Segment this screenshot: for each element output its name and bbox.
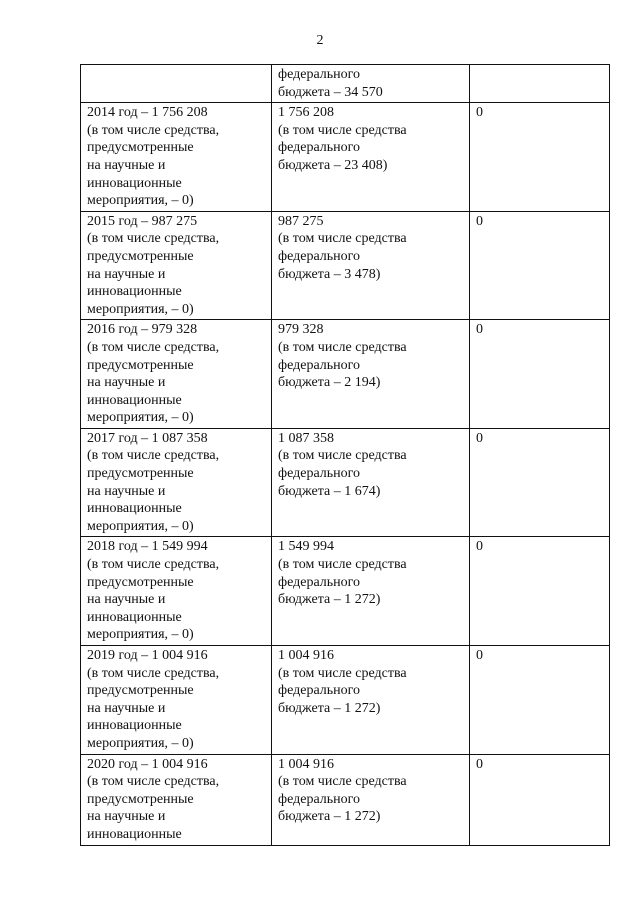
table-cell-year-total: 2017 год – 1 087 358 (в том числе средства, предусмотренные на научные и инновационные мероприятия, – 0) [81,428,272,537]
table-cell-regional-budget: 1 004 916 (в том числе средства федерального бюджета – 1 272) [272,646,470,755]
table-row-2019 [81,646,610,755]
table-row-2016 [81,320,610,429]
table-row-continuation [81,65,610,103]
table-cell-year-total: 2014 год – 1 756 208 (в том числе средства, предусмотренные на научные и инновационные мероприятия, – 0) [81,103,272,212]
table-row-2015 [81,211,610,320]
table-cell-regional-budget: 1 549 994 (в том числе средства федерального бюджета – 1 272) [272,537,470,646]
table-cell-other-sources: 0 [470,428,610,537]
table-cell-year-total: 2019 год – 1 004 916 (в том числе средства, предусмотренные на научные и инновационные мероприятия, – 0) [81,646,272,755]
table-cell-other-sources: 0 [470,646,610,755]
table-row-2018 [81,537,610,646]
table-row-2020 [81,754,610,845]
table-cell-year-total: 2015 год – 987 275 (в том числе средства, предусмотренные на научные и инновационные мероприятия, – 0) [81,211,272,320]
table-cell-year-total: 2016 год – 979 328 (в том числе средства, предусмотренные на научные и инновационные мероприятия, – 0) [81,320,272,429]
table-cell-year-total: 2018 год – 1 549 994 (в том числе средства, предусмотренные на научные и инновационные мероприятия, – 0) [81,537,272,646]
funding-table [80,64,610,846]
table-cell-other-sources: 0 [470,537,610,646]
table-cell-regional-budget: 1 756 208 (в том числе средства федерального бюджета – 23 408) [272,103,470,212]
table-cell-regional-budget: 979 328 (в том числе средства федерального бюджета – 2 194) [272,320,470,429]
table-row-2014 [81,103,610,212]
table-cell-other-sources: 0 [470,103,610,212]
table-cell-regional-budget: федерального бюджета – 34 570 [272,65,470,103]
table-cell-year-total [81,65,272,103]
table-row-2017 [81,428,610,537]
table-cell-year-total: 2020 год – 1 004 916 (в том числе средства, предусмотренные на научные и инновационные [81,754,272,845]
table-cell-other-sources [470,65,610,103]
table-cell-other-sources: 0 [470,211,610,320]
table-cell-regional-budget: 1 004 916 (в том числе средства федерального бюджета – 1 272) [272,754,470,845]
table-cell-regional-budget: 987 275 (в том числе средства федерального бюджета – 3 478) [272,211,470,320]
table-cell-other-sources: 0 [470,320,610,429]
page-number: 2 [316,33,324,48]
table-cell-other-sources: 0 [470,754,610,845]
table-cell-regional-budget: 1 087 358 (в том числе средства федерального бюджета – 1 674) [272,428,470,537]
